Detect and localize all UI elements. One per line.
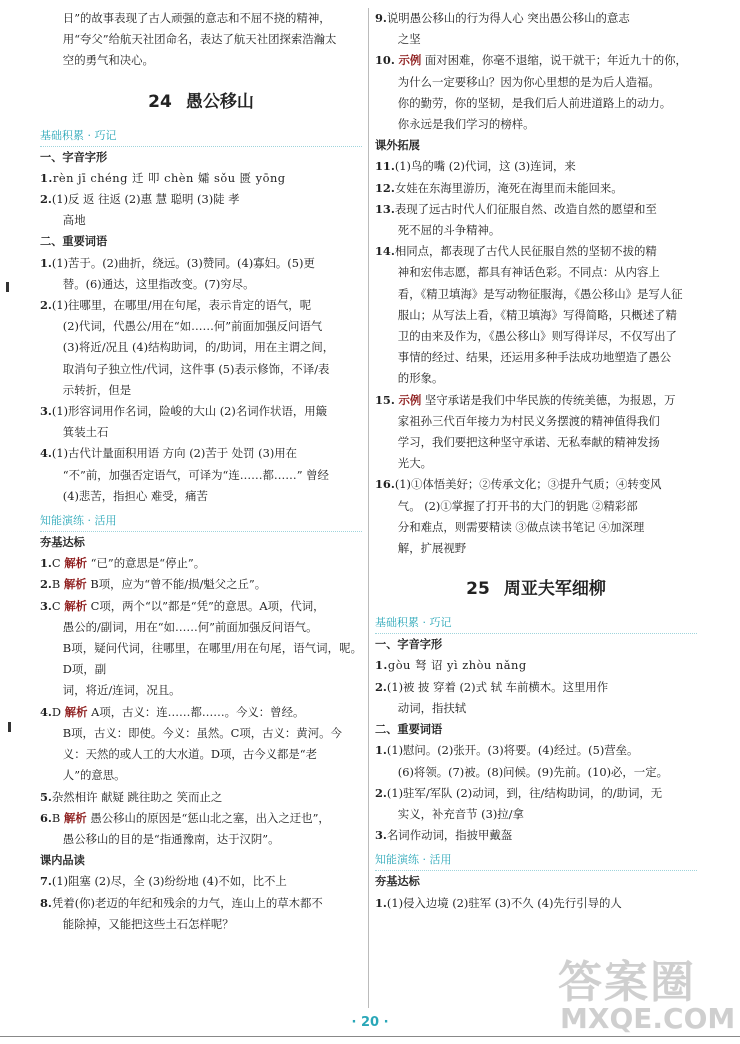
chapter-25-title bbox=[375, 577, 697, 601]
answer-item: 3.C 解析 C项，两个“以”都是“凭”的意思。A项，代词， 愚公的/副词，用在“如……何”前面加强反问语气。 B项，疑问代词，往哪里，在哪里/用在句尾，语气词，呢。D项，副 词，将近/连词，况且。 bbox=[40, 598, 362, 698]
answer-item: 6.B 解析 愚公移山的原因是“惩山北之塞，出入之迂也”， 愚公移山的目的是“指通豫南，达于汉阴”。 bbox=[40, 810, 330, 846]
margin-mark bbox=[6, 282, 9, 292]
answer-item: 13.表现了远古时代人们征服自然、改造自然的愿望和至 死不屈的斗争精神。 bbox=[375, 201, 657, 238]
answer-item: 1.gòu 弩 诏 yì zhòu nǎng bbox=[375, 658, 527, 673]
section-heading: 二、重要词语 bbox=[40, 235, 108, 249]
answer-item: 10. 示例 面对困难，你毫不退缩，说干就干；年近九十的你， 为什么一定要移山？因为你心里想的是为后人造福。 你的勤劳，你的坚韧，是我们后人前进道路上的动力。 你永远是我们学习的榜样。 bbox=[375, 53, 687, 132]
section-heading: 一、字音字形 bbox=[40, 150, 108, 164]
answer-item: 12.女娃在东海里游历，淹死在海里而未能回来。 bbox=[375, 180, 623, 195]
answer-item: 1.C 解析 “已”的意思是“停止”。 bbox=[40, 556, 206, 571]
watermark-url: MXQE.COM bbox=[560, 1002, 736, 1035]
section-heading: 夯基达标 bbox=[40, 536, 85, 550]
section-heading: 课外拓展 bbox=[375, 139, 420, 153]
answer-item: 1.(1)苦于。(2)曲折，绕远。(3)赞同。(4)寡妇。(5)更 替。(6)通达，这里指改变。(7)穷尽。 bbox=[40, 255, 315, 291]
section-tag-basic: 基础积累 · 巧记 bbox=[375, 613, 697, 634]
chapter-24-title bbox=[40, 90, 362, 114]
answer-item: 7.(1)阻塞 (2)尽，全 (3)纷纷地 (4)不如，比不上 bbox=[40, 874, 287, 889]
left-column bbox=[40, 8, 362, 1004]
page-number: · 20 · bbox=[351, 1015, 389, 1030]
intro-line: 空的勇气和决心。 bbox=[62, 53, 154, 68]
answer-item: 1.rèn jī chéng 迁 叩 chèn 孀 sǒu 匮 yōng bbox=[40, 170, 286, 185]
answer-item: 14.相同点，都表现了古代人民征服自然的坚韧不拔的精 神和宏伟志愿，都具有神话色彩。不同点：从内容上 看，《精卫填海》是写动物征服海，《愚公移山》是写人征 服山；从写法上看，《精卫填海》写得简略，只概述了精 卫的由来及作为，《愚公移山》则写得详尽，不仅写出了 事情的经过、结果，还运用多种手法成功地塑造了愚公 的形象。 bbox=[375, 244, 683, 386]
chapter-title-text: 愚公移山 bbox=[185, 91, 254, 112]
section-heading: 夯基达标 bbox=[375, 875, 420, 889]
answer-item: 4.(1)古代计量面积用语 方向 (2)苦于 处罚 (3)用在 “不”前，加强否定语气，可译为“连……都……” 曾经 (4)悲苦，指担心 难受，痛苦 bbox=[40, 446, 329, 503]
answer-item: 16.(1)①体悟美好；②传承文化；③提升气质；④转变风 气。 (2)①掌握了打开书的大门的钥匙 ②精彩部 分和难点，则需要精读 ③做点读书笔记 ④加深理 解，扩展视野 bbox=[375, 477, 662, 556]
answer-item: 3.(1)形容词用作名词，险峻的大山 (2)名词作状语，用簸 箕装土石 bbox=[40, 404, 328, 440]
watermark-text: 答案圈 bbox=[558, 957, 696, 1008]
right-column bbox=[375, 8, 697, 1004]
section-tag-basic: 基础积累 · 巧记 bbox=[40, 126, 362, 147]
watermark-logo bbox=[558, 946, 736, 1038]
section-heading: 二、重要词语 bbox=[375, 723, 443, 737]
chapter-number: 25 bbox=[466, 579, 490, 600]
section-heading: 课内品读 bbox=[40, 854, 85, 868]
intro-line: 用“夸父”给航天社团命名，表达了航天社团探索浩瀚太 bbox=[62, 32, 337, 47]
section-tag-skill: 知能演练 · 活用 bbox=[375, 850, 697, 871]
answer-item: 5.杂然相许 献疑 跳往助之 笑而止之 bbox=[40, 789, 223, 804]
chapter-number: 24 bbox=[148, 91, 172, 112]
answer-item: 9.说明愚公移山的行为得人心 突出愚公移山的意志 之坚 bbox=[375, 11, 630, 47]
answer-item: 3.名词作动词，指披甲戴盔 bbox=[375, 828, 513, 843]
chapter-title-text: 周亚夫军细柳 bbox=[503, 579, 606, 600]
answer-item: 15. 示例 坚守承诺是我们中华民族的传统美德，为报恩，万 家祖孙三代百年接力为村民义务摆渡的精神值得我们 学习，我们要把这种坚守承诺、无私奉献的精神发扬 光大。 bbox=[375, 392, 676, 471]
answer-item: 4.D 解析 A项，古义：连……都……。今义：曾经。 B项，古义：即使。今义：虽然。C项，古义：黄河。今 义：天然的或人工的大水道。D项，古今义都是“老 人”的意思。 bbox=[40, 704, 342, 783]
answer-item: 2.(1)反 返 往返 (2)惠 慧 聪明 (3)陡 孝 高地 bbox=[40, 192, 240, 228]
column-divider bbox=[368, 8, 369, 1008]
answer-item: 2.(1)往哪里，在哪里/用在句尾，表示肯定的语气，呢 (2)代词，代愚公/用在“如……何”前面加强反问语气 (3)将近/况且 (4)结构助词，的/助词，用在主谓之间， 取消句子独立性/代词，这件事 (5)表示修饰，不译/表 示转折，但是 bbox=[40, 298, 335, 397]
answer-item: 8.凭着(你)老迈的年纪和残余的力气，连山上的草木都不 能除掉，又能把这些土石怎样呢？ bbox=[40, 895, 323, 931]
answer-item: 2.(1)被 披 穿着 (2)式 轼 车前横木。这里用作 动词，指扶轼 bbox=[375, 679, 609, 715]
section-tag-skill: 知能演练 · 活用 bbox=[40, 511, 362, 532]
answer-item: 2.(1)驻军/军队 (2)动词，到，往/结构助词，的/助词，无 实义，补充音节 (3)拉/拿 bbox=[375, 785, 663, 821]
answer-item: 11.(1)鸟的嘴 (2)代词，这 (3)连词，来 bbox=[375, 159, 576, 174]
intro-line: 日”的故事表现了古人顽强的意志和不屈不挠的精神， bbox=[62, 11, 331, 25]
answer-item: 2.B 解析 B项，应为“曾不能/损/魁父之丘”。 bbox=[40, 577, 267, 592]
answer-item: 1.(1)侵入边境 (2)驻军 (3)不久 (4)先行引导的人 bbox=[375, 895, 622, 910]
section-heading: 一、字音字形 bbox=[375, 638, 443, 652]
margin-mark bbox=[8, 722, 11, 732]
answer-item: 1.(1)慰问。(2)张开。(3)将要。(4)经过。(5)营垒。 (6)将领。(7)被。(8)问候。(9)先前。(10)必，一定。 bbox=[375, 743, 668, 779]
